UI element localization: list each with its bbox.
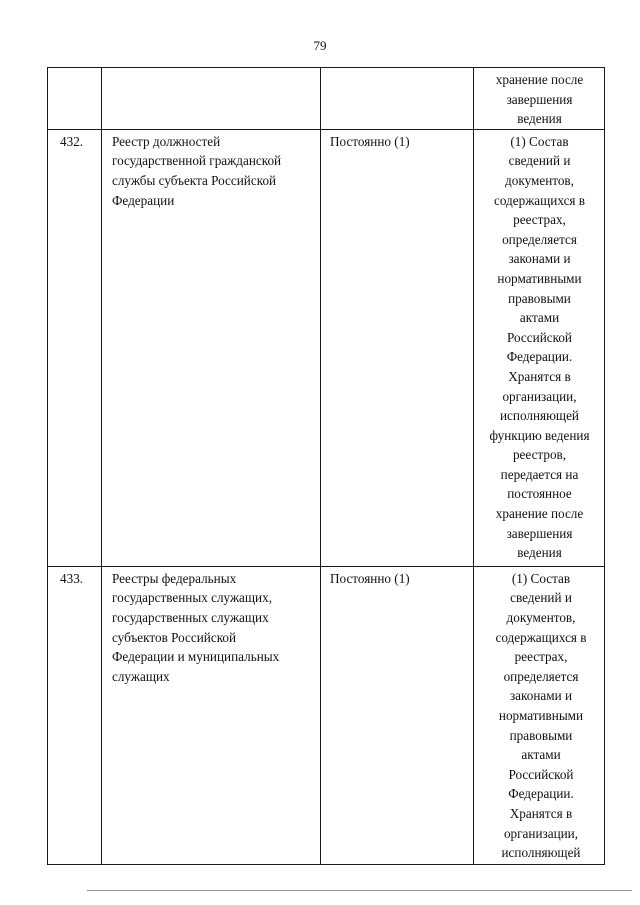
row-term-cell: Постоянно (1)	[321, 129, 474, 566]
note-line: организации,	[503, 825, 579, 841]
title-line: Реестры федеральных	[112, 570, 237, 586]
note-line: определяется	[502, 231, 577, 247]
note-line: хранение после	[495, 506, 584, 522]
note-line: реестрах,	[513, 212, 566, 228]
page-number: 79	[313, 38, 327, 53]
note-line: правовыми	[509, 727, 573, 743]
note-line: (1) Состав	[510, 133, 569, 149]
title-line: службы субъекта Российской	[112, 172, 277, 188]
note-line: функцию ведения	[489, 427, 590, 443]
note-line: законами и	[509, 688, 573, 704]
title-line: служащих	[112, 668, 170, 684]
row-note-cell	[474, 68, 605, 130]
note-line: Хранятся в	[509, 805, 573, 821]
note-line: постоянное	[507, 486, 572, 502]
title-line: Федерации и муниципальных	[112, 649, 280, 665]
note-line: определяется	[503, 668, 579, 684]
title-line: государственных служащих	[112, 609, 269, 625]
row-number-cell	[48, 68, 102, 130]
note-line: законами и	[508, 251, 571, 267]
note-line: нормативными	[498, 707, 584, 723]
note-line: сведений и	[508, 153, 571, 169]
note-line: Российской	[507, 329, 572, 345]
note-line: передается на	[500, 466, 579, 482]
note-line: Федерации.	[506, 349, 573, 365]
note-line: организации,	[502, 388, 577, 404]
note-line: хранение после	[495, 72, 584, 87]
row-note-cell	[474, 566, 605, 864]
note-line: Российской	[508, 766, 574, 782]
records-table	[47, 67, 605, 865]
note-line: правовыми	[508, 290, 571, 306]
table-row-433	[48, 566, 605, 864]
note-line: реестрах,	[514, 649, 568, 665]
row-term-cell: Постоянно (1)	[321, 566, 474, 864]
row-term-cell	[321, 68, 474, 130]
note-line: (1) Состав	[511, 570, 571, 586]
note-line: Хранятся в	[508, 368, 571, 384]
note-line: содержащихся в	[493, 192, 586, 208]
note-line: исполняющей	[499, 408, 579, 424]
title-line: Федерации	[112, 192, 175, 208]
row-number-cell: 432.	[48, 129, 102, 566]
table-row-continuation	[48, 68, 605, 130]
title-line: Реестр должностей	[112, 133, 221, 149]
row-note-cell	[474, 129, 605, 566]
note-line: завершения	[506, 91, 573, 107]
row-title-cell	[102, 129, 321, 566]
note-line: актами	[519, 310, 560, 326]
scan-edge-line	[87, 890, 632, 891]
note-line: содержащихся в	[495, 629, 587, 645]
title-line: государственных служащих,	[112, 590, 273, 606]
note-line: Федерации.	[508, 786, 574, 802]
note-line: документов,	[506, 609, 576, 625]
row-number-cell: 433.	[48, 566, 102, 864]
table-row-432	[48, 129, 605, 566]
row-title-cell	[102, 68, 321, 130]
note-line: ведения	[517, 545, 562, 561]
note-line: исполняющей	[501, 845, 581, 861]
note-line: документов,	[505, 172, 574, 188]
note-line: реестров,	[512, 447, 567, 463]
note-line: завершения	[506, 525, 573, 541]
title-line: государственной гражданской	[112, 153, 282, 169]
title-line: субъектов Российской	[112, 629, 237, 645]
note-line: ведения	[517, 111, 562, 127]
note-line: сведений и	[510, 590, 572, 606]
note-line: нормативными	[497, 270, 582, 286]
row-title-cell	[102, 566, 321, 864]
note-line: актами	[521, 747, 561, 763]
